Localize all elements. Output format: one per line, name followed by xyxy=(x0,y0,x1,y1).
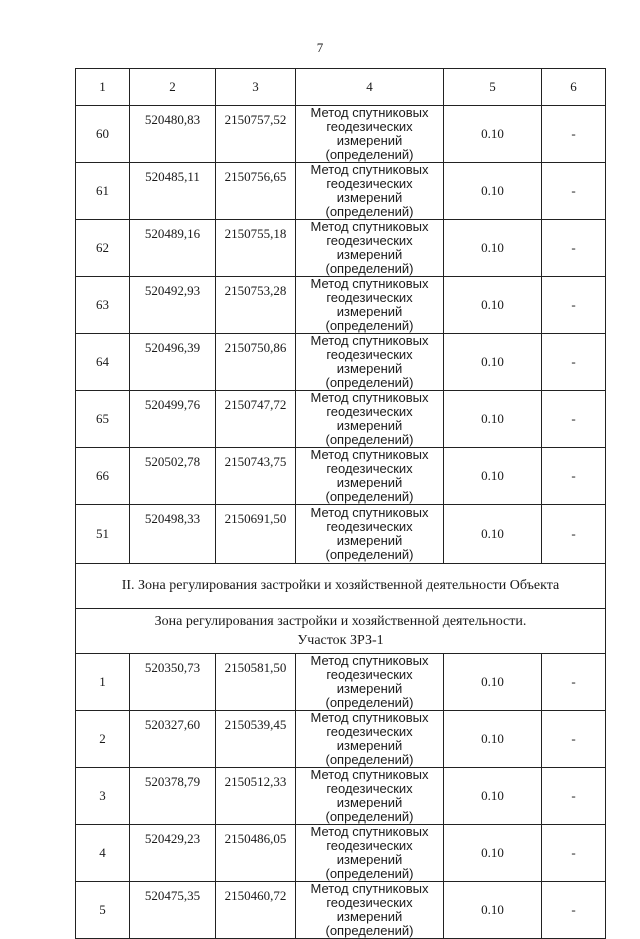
table-row xyxy=(76,825,606,882)
note-cell: - xyxy=(542,277,606,334)
point-number-cell: 66 xyxy=(76,448,130,505)
method-cell: Метод спутниковых геодезических измерений (определений) xyxy=(296,882,444,939)
y-coordinate-cell: 2150753,28 xyxy=(216,277,296,334)
x-coordinate-cell: 520378,79 xyxy=(130,768,216,825)
x-coordinate-cell: 520502,78 xyxy=(130,448,216,505)
y-coordinate-cell: 2150581,50 xyxy=(216,654,296,711)
table-row xyxy=(76,711,606,768)
point-number-cell: 62 xyxy=(76,220,130,277)
y-coordinate-cell: 2150747,72 xyxy=(216,391,296,448)
point-number-cell: 1 xyxy=(76,654,130,711)
accuracy-cell: 0.10 xyxy=(444,391,542,448)
note-cell: - xyxy=(542,825,606,882)
column-header: 5 xyxy=(444,69,542,106)
method-cell: Метод спутниковых геодезических измерений (определений) xyxy=(296,277,444,334)
y-coordinate-cell: 2150512,33 xyxy=(216,768,296,825)
zone-heading: II. Зона регулирования застройки и хозяйственной деятельности Объекта xyxy=(76,564,606,609)
accuracy-cell: 0.10 xyxy=(444,448,542,505)
method-cell: Метод спутниковых геодезических измерений (определений) xyxy=(296,163,444,220)
accuracy-cell: 0.10 xyxy=(444,825,542,882)
method-cell: Метод спутниковых геодезических измерений (определений) xyxy=(296,768,444,825)
column-header: 3 xyxy=(216,69,296,106)
point-number-cell: 4 xyxy=(76,825,130,882)
header-row xyxy=(76,69,606,106)
note-cell: - xyxy=(542,711,606,768)
x-coordinate-cell: 520475,35 xyxy=(130,882,216,939)
method-cell: Метод спутниковых геодезических измерений (определений) xyxy=(296,825,444,882)
y-coordinate-cell: 2150755,18 xyxy=(216,220,296,277)
column-header: 1 xyxy=(76,69,130,106)
note-cell: - xyxy=(542,882,606,939)
point-number-cell: 63 xyxy=(76,277,130,334)
method-cell: Метод спутниковых геодезических измерений (определений) xyxy=(296,505,444,564)
point-number-cell: 60 xyxy=(76,106,130,163)
x-coordinate-cell: 520480,83 xyxy=(130,106,216,163)
y-coordinate-cell: 2150743,75 xyxy=(216,448,296,505)
table-row xyxy=(76,334,606,391)
x-coordinate-cell: 520489,16 xyxy=(130,220,216,277)
table-row xyxy=(76,882,606,939)
point-number-cell: 64 xyxy=(76,334,130,391)
accuracy-cell: 0.10 xyxy=(444,106,542,163)
note-cell: - xyxy=(542,106,606,163)
subzone-title: Зона регулирования застройки и хозяйственной деятельности. xyxy=(154,614,527,629)
table-row xyxy=(76,220,606,277)
accuracy-cell: 0.10 xyxy=(444,882,542,939)
table-row xyxy=(76,505,606,564)
point-number-cell: 65 xyxy=(76,391,130,448)
y-coordinate-cell: 2150539,45 xyxy=(216,711,296,768)
method-cell: Метод спутниковых геодезических измерений (определений) xyxy=(296,220,444,277)
point-number-cell: 61 xyxy=(76,163,130,220)
note-cell: - xyxy=(542,163,606,220)
x-coordinate-cell: 520498,33 xyxy=(130,505,216,564)
table-row xyxy=(76,654,606,711)
accuracy-cell: 0.10 xyxy=(444,505,542,564)
subzone-section: Участок ЗРЗ-1 xyxy=(297,633,384,648)
point-number-cell: 3 xyxy=(76,768,130,825)
note-cell: - xyxy=(542,768,606,825)
table-row xyxy=(76,277,606,334)
accuracy-cell: 0.10 xyxy=(444,334,542,391)
y-coordinate-cell: 2150691,50 xyxy=(216,505,296,564)
y-coordinate-cell: 2150460,72 xyxy=(216,882,296,939)
coordinates-table xyxy=(75,68,606,939)
point-number-cell: 5 xyxy=(76,882,130,939)
x-coordinate-cell: 520429,23 xyxy=(130,825,216,882)
column-header: 6 xyxy=(542,69,606,106)
method-cell: Метод спутниковых геодезических измерений (определений) xyxy=(296,334,444,391)
note-cell: - xyxy=(542,391,606,448)
accuracy-cell: 0.10 xyxy=(444,277,542,334)
subzone-heading-row xyxy=(76,609,606,654)
y-coordinate-cell: 2150750,86 xyxy=(216,334,296,391)
note-cell: - xyxy=(542,334,606,391)
table-row xyxy=(76,106,606,163)
table-row xyxy=(76,768,606,825)
x-coordinate-cell: 520492,93 xyxy=(130,277,216,334)
accuracy-cell: 0.10 xyxy=(444,654,542,711)
y-coordinate-cell: 2150756,65 xyxy=(216,163,296,220)
method-cell: Метод спутниковых геодезических измерений (определений) xyxy=(296,448,444,505)
accuracy-cell: 0.10 xyxy=(444,711,542,768)
method-cell: Метод спутниковых геодезических измерений (определений) xyxy=(296,711,444,768)
table-row xyxy=(76,391,606,448)
note-cell: - xyxy=(542,448,606,505)
accuracy-cell: 0.10 xyxy=(444,163,542,220)
accuracy-cell: 0.10 xyxy=(444,768,542,825)
method-cell: Метод спутниковых геодезических измерений (определений) xyxy=(296,654,444,711)
x-coordinate-cell: 520485,11 xyxy=(130,163,216,220)
zone-heading-row xyxy=(76,564,606,609)
column-header: 4 xyxy=(296,69,444,106)
column-header: 2 xyxy=(130,69,216,106)
subzone-heading xyxy=(76,609,606,654)
note-cell: - xyxy=(542,654,606,711)
page-number: 7 xyxy=(316,40,324,55)
point-number-cell: 2 xyxy=(76,711,130,768)
x-coordinate-cell: 520496,39 xyxy=(130,334,216,391)
accuracy-cell: 0.10 xyxy=(444,220,542,277)
x-coordinate-cell: 520499,76 xyxy=(130,391,216,448)
y-coordinate-cell: 2150757,52 xyxy=(216,106,296,163)
method-cell: Метод спутниковых геодезических измерений (определений) xyxy=(296,391,444,448)
table-row xyxy=(76,163,606,220)
x-coordinate-cell: 520327,60 xyxy=(130,711,216,768)
y-coordinate-cell: 2150486,05 xyxy=(216,825,296,882)
note-cell: - xyxy=(542,220,606,277)
x-coordinate-cell: 520350,73 xyxy=(130,654,216,711)
table-row xyxy=(76,448,606,505)
point-number-cell: 51 xyxy=(76,505,130,564)
note-cell: - xyxy=(542,505,606,564)
method-cell: Метод спутниковых геодезических измерений (определений) xyxy=(296,106,444,163)
